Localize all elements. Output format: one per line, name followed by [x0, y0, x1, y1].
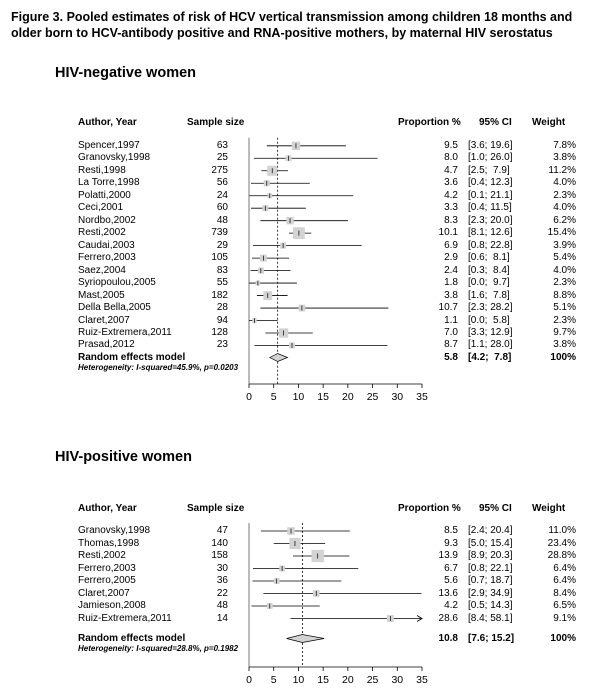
x-tick-label: 10 — [292, 674, 305, 686]
study-ci: [0.5; 14.3] — [468, 600, 513, 611]
study-proportion: 8.7 — [444, 339, 458, 351]
study-proportion: 5.6 — [444, 575, 458, 586]
study-weight: 6.5% — [553, 600, 576, 611]
study-author: Granovsky,1998 — [78, 525, 151, 536]
study-proportion: 8.3 — [444, 214, 458, 226]
study-proportion: 1.1 — [444, 314, 458, 326]
study-ci: [8.4; 58.1] — [468, 612, 513, 624]
study-weight: 3.8% — [553, 339, 576, 351]
study-weight: 9.1% — [553, 612, 576, 624]
study-weight: 5.4% — [553, 252, 576, 264]
study-ci: [1.0; 26.0] — [468, 152, 513, 164]
study-author: Ferrero,2003 — [78, 252, 136, 264]
study-sample-size: 47 — [216, 525, 228, 536]
study-weight: 3.9% — [553, 239, 576, 251]
study-weight: 4.0% — [553, 177, 576, 189]
study-proportion: 2.9 — [444, 252, 458, 264]
study-weight: 6.2% — [553, 214, 576, 226]
column-header-proportion: Proportion % — [398, 503, 461, 514]
study-proportion: 28.6 — [438, 612, 458, 624]
study-ci: [0.0; 5.8] — [468, 314, 510, 326]
study-sample-size: 60 — [216, 202, 228, 214]
heterogeneity-text: Heterogeneity: I-squared=45.9%, p=0.0203 — [78, 363, 239, 372]
x-tick-label: 15 — [317, 391, 329, 403]
pooled-proportion: 10.8 — [438, 632, 458, 644]
x-tick-label: 20 — [342, 674, 354, 686]
x-tick-label: 5 — [270, 391, 277, 403]
study-sample-size: 23 — [216, 339, 228, 351]
study-sample-size: 275 — [211, 164, 228, 176]
column-header-sample-size: Sample size — [187, 117, 245, 128]
x-tick-label: 25 — [366, 391, 379, 403]
figure-title: Figure 3. Pooled estimates of risk of HCV vertical transmission among children 18 months and older born to HCV-antibody positive and RNA-positive mothers, by maternal HIV serostatus — [11, 10, 573, 40]
column-header-weight: Weight — [532, 503, 566, 514]
study-ci: [2.4; 20.4] — [468, 525, 513, 536]
study-proportion: 8.0 — [444, 152, 458, 164]
study-author: Caudai,2003 — [78, 239, 135, 251]
study-author: Resti,1998 — [78, 164, 126, 176]
study-weight: 4.0% — [553, 202, 576, 214]
pooled-label: Random effects model — [78, 351, 186, 363]
study-ci: [0.1; 21.1] — [468, 189, 513, 201]
study-sample-size: 48 — [216, 214, 228, 226]
x-tick-label: 10 — [292, 391, 305, 403]
pooled-label: Random effects model — [78, 632, 186, 644]
column-header-sample-size: Sample size — [187, 503, 245, 514]
study-weight: 6.4% — [553, 575, 576, 586]
study-weight: 2.3% — [553, 189, 576, 201]
study-weight: 8.4% — [553, 587, 576, 599]
study-weight: 11.2% — [548, 164, 576, 176]
x-tick-label: 0 — [246, 674, 252, 686]
study-sample-size: 63 — [216, 139, 228, 151]
x-tick-label: 5 — [270, 674, 277, 686]
study-sample-size: 83 — [216, 264, 228, 276]
study-sample-size: 140 — [211, 537, 228, 549]
study-ci: [0.3; 8.4] — [468, 264, 510, 276]
study-author: Nordbo,2002 — [78, 214, 136, 226]
study-proportion: 13.6 — [438, 587, 458, 599]
study-sample-size: 28 — [216, 302, 228, 314]
study-proportion: 8.5 — [444, 525, 458, 536]
column-header-proportion: Proportion % — [398, 117, 461, 128]
study-author: Claret,2007 — [78, 587, 130, 599]
study-weight: 11.0% — [548, 525, 576, 536]
column-header-ci: 95% CI — [479, 503, 512, 514]
study-ci: [1.1; 28.0] — [468, 339, 513, 351]
study-weight: 3.8% — [553, 152, 576, 164]
study-sample-size: 24 — [216, 189, 228, 201]
column-header-author: Author, Year — [78, 503, 137, 514]
study-sample-size: 182 — [211, 289, 228, 301]
x-tick-label: 35 — [416, 674, 428, 686]
study-weight: 28.8% — [547, 550, 576, 561]
study-weight: 15.4% — [547, 227, 576, 239]
panel-title: HIV-positive women — [55, 449, 192, 465]
study-sample-size: 128 — [211, 327, 228, 338]
study-proportion: 6.9 — [444, 239, 458, 251]
study-weight: 9.7% — [553, 327, 576, 338]
study-proportion: 1.8 — [444, 277, 458, 289]
study-sample-size: 55 — [216, 277, 228, 289]
study-author: Syriopoulou,2005 — [78, 277, 156, 289]
study-ci: [0.0; 9.7] — [468, 277, 510, 289]
study-proportion: 10.1 — [438, 227, 458, 239]
pooled-ci: [4.2; 7.8] — [468, 351, 512, 363]
study-weight: 2.3% — [553, 314, 576, 326]
study-author: Granovsky,1998 — [78, 152, 151, 164]
study-ci: [2.9; 34.9] — [468, 587, 513, 599]
study-ci: [1.6; 7.8] — [468, 289, 510, 301]
study-sample-size: 22 — [216, 587, 228, 599]
study-ci: [8.9; 20.3] — [468, 550, 513, 561]
study-sample-size: 30 — [216, 562, 228, 574]
study-author: Ruiz-Extremera,2011 — [78, 612, 172, 624]
study-ci: [3.3; 12.9] — [468, 327, 513, 338]
x-tick-label: 15 — [317, 674, 329, 686]
study-sample-size: 94 — [216, 314, 228, 326]
study-ci: [0.6; 8.1] — [468, 252, 510, 264]
study-proportion: 3.8 — [444, 289, 458, 301]
study-proportion: 10.7 — [438, 302, 458, 314]
column-header-weight: Weight — [532, 117, 566, 128]
study-sample-size: 56 — [216, 177, 228, 189]
study-author: Claret,2007 — [78, 314, 130, 326]
study-proportion: 9.3 — [444, 537, 458, 549]
study-proportion: 2.4 — [444, 264, 458, 276]
study-author: Ceci,2001 — [78, 202, 124, 214]
x-tick-label: 30 — [391, 674, 404, 686]
study-sample-size: 158 — [211, 550, 228, 561]
study-ci: [8.1; 12.6] — [468, 227, 513, 239]
column-header-ci: 95% CI — [479, 117, 512, 128]
study-author: Jamieson,2008 — [78, 600, 146, 611]
study-proportion: 3.3 — [444, 202, 458, 214]
study-author: Spencer,1997 — [78, 139, 140, 151]
column-header-author: Author, Year — [78, 117, 137, 128]
study-author: Prasad,2012 — [78, 339, 135, 351]
study-weight: 2.3% — [553, 277, 576, 289]
study-ci: [0.8; 22.1] — [468, 562, 513, 574]
pooled-proportion: 5.8 — [444, 351, 458, 363]
study-ci: [0.8; 22.8] — [468, 239, 513, 251]
study-sample-size: 48 — [216, 600, 228, 611]
study-author: Resti,2002 — [78, 550, 126, 561]
study-author: La Torre,1998 — [78, 177, 140, 189]
x-tick-label: 35 — [416, 391, 428, 403]
x-tick-label: 30 — [391, 391, 404, 403]
study-sample-size: 739 — [211, 227, 228, 239]
study-weight: 23.4% — [547, 537, 576, 549]
study-ci: [0.7; 18.7] — [468, 575, 513, 586]
study-author: Ferrero,2003 — [78, 562, 136, 574]
x-tick-label: 20 — [342, 391, 354, 403]
study-author: Mast,2005 — [78, 289, 125, 301]
study-weight: 6.4% — [553, 562, 576, 574]
study-proportion: 4.7 — [444, 164, 458, 176]
study-ci: [2.3; 20.0] — [468, 214, 513, 226]
study-weight: 7.8% — [553, 139, 576, 151]
study-proportion: 9.5 — [444, 139, 458, 151]
study-proportion: 4.2 — [444, 600, 458, 611]
study-sample-size: 36 — [216, 575, 228, 586]
study-weight: 8.8% — [553, 289, 576, 301]
pooled-ci: [7.6; 15.2] — [468, 632, 515, 644]
study-sample-size: 29 — [216, 239, 228, 251]
study-proportion: 6.7 — [444, 562, 458, 574]
study-weight: 5.1% — [553, 302, 576, 314]
study-author: Ruiz-Extremera,2011 — [78, 327, 172, 338]
study-proportion: 13.9 — [438, 550, 458, 561]
study-proportion: 4.2 — [444, 189, 458, 201]
panel-title: HIV-negative women — [55, 65, 197, 81]
study-sample-size: 25 — [216, 152, 228, 164]
study-ci: [0.4; 12.3] — [468, 177, 513, 189]
x-tick-label: 0 — [246, 391, 252, 403]
study-author: Thomas,1998 — [78, 537, 140, 549]
study-author: Resti,2002 — [78, 227, 126, 239]
study-author: Ferrero,2005 — [78, 575, 136, 586]
study-sample-size: 14 — [216, 612, 228, 624]
pooled-diamond — [287, 635, 325, 643]
x-tick-label: 25 — [366, 674, 379, 686]
study-ci: [0.4; 11.5] — [468, 202, 512, 214]
study-sample-size: 105 — [211, 252, 228, 264]
study-proportion: 3.6 — [444, 177, 458, 189]
study-author: Della Bella,2005 — [78, 302, 151, 314]
study-author: Polatti,2000 — [78, 189, 131, 201]
study-proportion: 7.0 — [444, 327, 458, 338]
study-weight: 4.0% — [553, 264, 576, 276]
study-ci: [5.0; 15.4] — [468, 537, 513, 549]
study-ci: [2.3; 28.2] — [468, 302, 513, 314]
study-ci: [3.6; 19.6] — [468, 139, 513, 151]
heterogeneity-text: Heterogeneity: I-squared=28.8%, p=0.1982 — [78, 644, 239, 653]
study-ci: [2.5; 7.9] — [468, 164, 510, 176]
pooled-weight: 100% — [550, 351, 576, 363]
pooled-weight: 100% — [550, 632, 576, 644]
study-author: Saez,2004 — [78, 264, 126, 276]
